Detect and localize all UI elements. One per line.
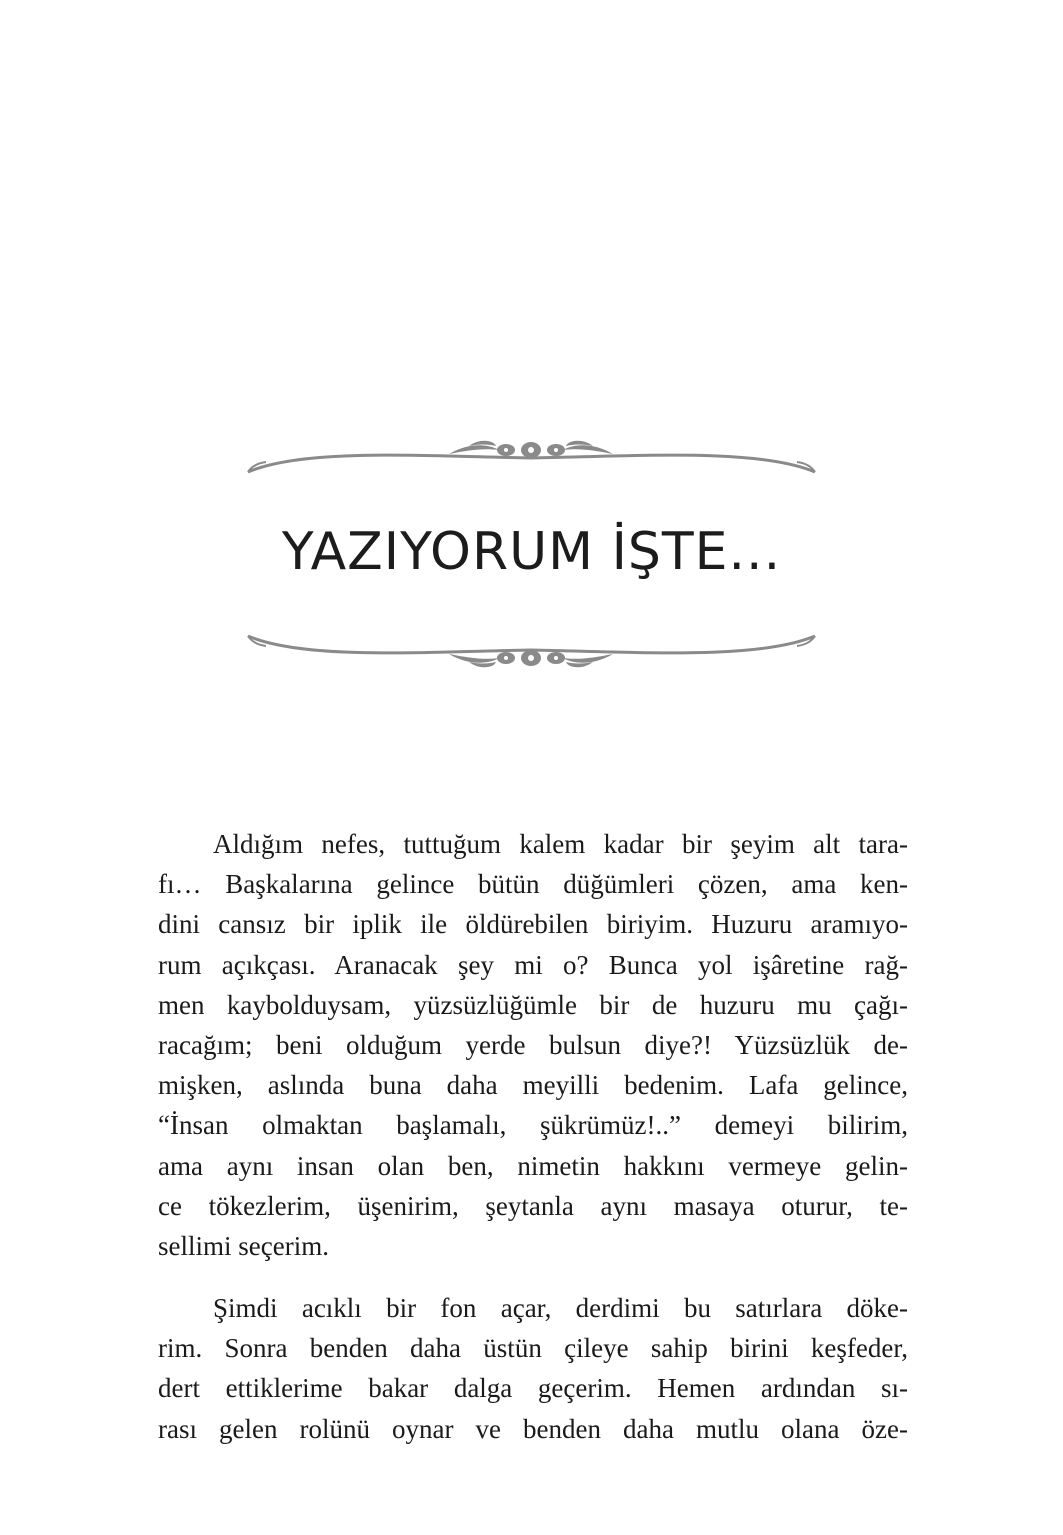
text-line: dini cansız bir iplik ile öldürebilen biriyim. Huzuru aramıyo- [158,909,908,940]
text-line: rası gelen rolünü oynar ve benden daha mutlu olana öze- [158,1413,908,1444]
paragraph-1 [158,824,908,1266]
text-line: rim. Sonra benden daha üstün çileye sahip birini keşfeder, [158,1333,908,1364]
ornament-bottom [244,622,819,672]
flourish-divider-icon [244,436,819,486]
text-line: mişken, aslında buna daha meyilli bedenim. Lafa gelince, [158,1070,908,1101]
text-line: ama aynı insan olan ben, nimetin hakkını vermeye gelin- [158,1150,908,1181]
text-line: rum açıkçası. Aranacak şey mi o? Bunca yol işâretine rağ- [158,949,908,980]
body-text [158,824,908,1471]
text-line: ce tökezlerim, üşenirim, şeytanla aynı masaya oturur, te- [158,1190,908,1221]
text-line: fı… Başkalarına gelince bütün düğümleri çözen, ama ken- [158,869,908,900]
paragraph-2 [158,1288,908,1449]
text-line: “İnsan olmaktan başlamalı, şükrümüz!..” demeyi bilirim, [158,1110,908,1141]
ornament-top [244,436,819,486]
chapter-title: YAZIYORUM İŞTE... [281,522,782,582]
text-line: dert ettiklerime bakar dalga geçerim. Hemen ardından sı- [158,1373,908,1404]
text-line: Aldığım nefes, tuttuğum kalem kadar bir şeyim alt tara- [213,829,908,859]
text-line: men kaybolduysam, yüzsüzlüğümle bir de huzuru mu çağı- [158,989,908,1020]
text-line: sellimi seçerim. [158,1230,329,1261]
text-line: Şimdi acıklı bir fon açar, derdimi bu satırlara döke- [213,1293,908,1324]
flourish-divider-icon [244,622,819,672]
text-line: racağım; beni olduğum yerde bulsun diye?! Yüzsüzlük de- [158,1029,908,1060]
